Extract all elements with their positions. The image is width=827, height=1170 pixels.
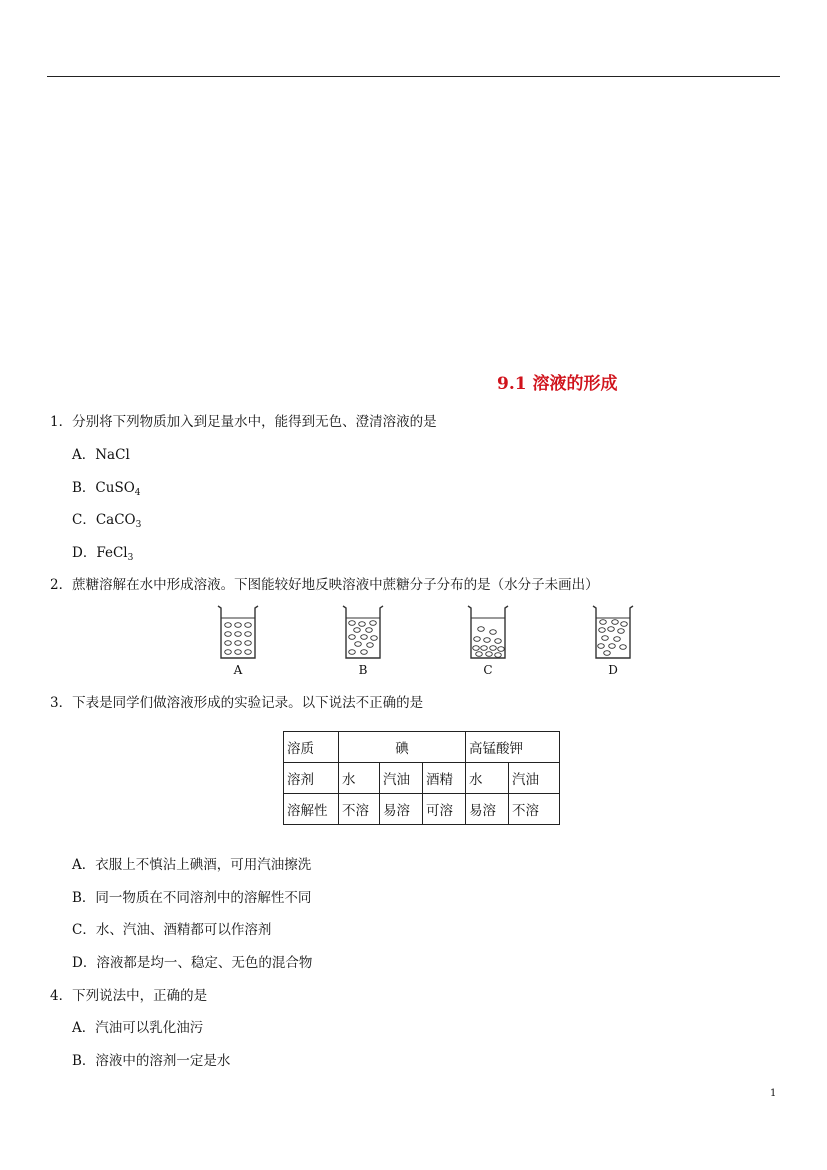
q3-option-d[interactable]: D．溶液都是均一、稳定、无色的混合物 (72, 955, 313, 971)
table-cell: 汽油 (509, 763, 560, 794)
beaker-b-label: B (358, 663, 368, 677)
q1-option-d-text: D．FeCl (72, 545, 128, 561)
q1-option-b-text: B．CuSO (72, 480, 135, 496)
q1-option-c-text: C．CaCO (72, 512, 136, 528)
question-4-stem: 4．下列说法中，正确的是 (50, 988, 208, 1004)
table-cell: 酒精 (423, 763, 466, 794)
beaker-c-label: C (483, 663, 493, 677)
table-cell: 水 (466, 763, 509, 794)
beaker-d-label: D (608, 663, 618, 677)
q4-option-b[interactable]: B．溶液中的溶剂一定是水 (72, 1053, 231, 1069)
q1-option-c-subscript: 3 (135, 520, 142, 530)
table-cell: 易溶 (466, 794, 509, 825)
page-number: 1 (770, 1088, 777, 1099)
table-cell: 水 (339, 763, 380, 794)
table-cell: 易溶 (380, 794, 423, 825)
header-rule (47, 76, 780, 77)
beaker-a[interactable] (215, 602, 275, 678)
q3-option-b[interactable]: B．同一物质在不同溶剂中的溶解性不同 (72, 890, 312, 906)
table-cell: 不溶 (509, 794, 560, 825)
table-cell: 溶剂 (284, 763, 339, 794)
table-cell: 溶解性 (284, 794, 339, 825)
beaker-c[interactable] (465, 602, 525, 678)
q4-option-a[interactable]: A．汽油可以乳化油污 (72, 1020, 204, 1036)
table-row (284, 763, 560, 794)
beaker-d-icon (590, 602, 636, 662)
table-row (284, 794, 560, 825)
table-cell: 可溶 (423, 794, 466, 825)
beaker-a-label: A (233, 663, 243, 677)
q1-option-c[interactable] (72, 508, 141, 530)
table-cell: 不溶 (339, 794, 380, 825)
solubility-table (283, 731, 560, 825)
table-cell: 溶质 (284, 732, 339, 763)
question-3-stem: 3．下表是同学们做溶液形成的实验记录。以下说法不正确的是 (50, 695, 424, 711)
q1-option-a[interactable] (72, 443, 130, 463)
q3-option-c[interactable]: C．水、汽油、酒精都可以作溶剂 (72, 922, 272, 938)
table-cell: 汽油 (380, 763, 423, 794)
q1-option-b-subscript: 4 (134, 488, 141, 498)
table-row (284, 732, 560, 763)
beaker-b[interactable] (340, 602, 400, 678)
table-cell: 碘 (339, 732, 466, 763)
beaker-c-icon (465, 602, 511, 662)
q1-option-d[interactable] (72, 541, 133, 563)
question-2-stem: 2．蔗糖溶解在水中形成溶液。下图能较好地反映溶液中蔗糖分子分布的是（水分子未画出） (50, 577, 599, 593)
page-title: 9.1 溶液的形成 (497, 374, 618, 394)
question-1-stem: 1．分别将下列物质加入到足量水中，能得到无色、澄清溶液的是 (50, 414, 437, 430)
beaker-a-icon (215, 602, 261, 662)
q1-option-b[interactable] (72, 476, 141, 498)
q3-option-a[interactable]: A．衣服上不慎沾上碘酒，可用汽油擦洗 (72, 857, 312, 873)
beaker-figure (200, 602, 660, 682)
beaker-d[interactable] (590, 602, 650, 678)
q1-option-d-subscript: 3 (127, 553, 134, 563)
q1-option-a-text: A．NaCl (72, 447, 130, 463)
table-cell: 高锰酸钾 (466, 732, 560, 763)
beaker-b-icon (340, 602, 386, 662)
